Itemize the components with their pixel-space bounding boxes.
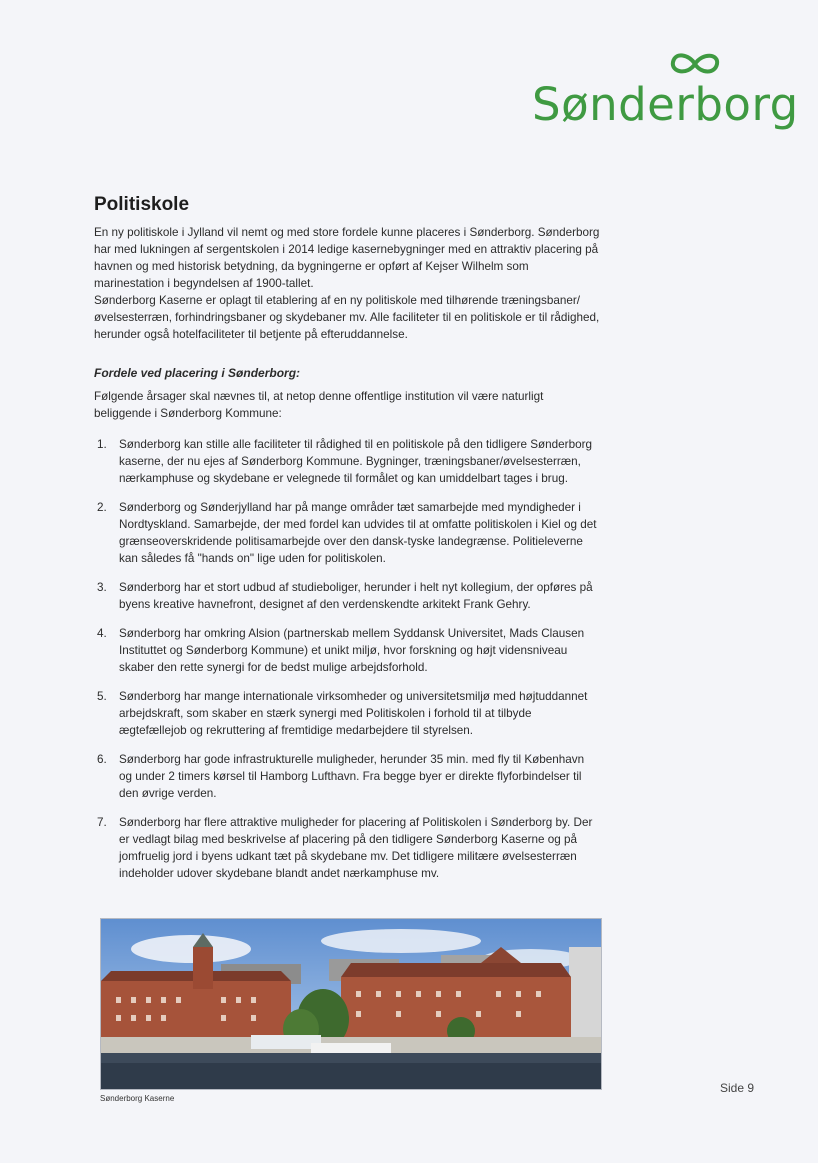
list-item bbox=[94, 499, 600, 567]
list-item-number: 4. bbox=[97, 627, 107, 640]
list-item-text: Sønderborg har flere attraktive muligheder for placering af Politiskolen i Sønderborg by. Der er vedlagt bilag med beskrivelse af placering på den tidligere Sønderborg Kaserne og på jomfruelig jord i byens udkant tæt på skydebane mv. Det tidligere militære øvelsesterræn indeholder udover skydebane blandt andet nærkamphuse mv. bbox=[119, 816, 593, 880]
reasons-list bbox=[94, 436, 600, 882]
brand-name: Sønderborg bbox=[532, 78, 799, 131]
list-item-text: Sønderborg har et stort udbud af studieboliger, herunder i helt nyt kollegium, der opføres på byens kreative havnefront, designet af den verdenskendte arkitekt Frank Gehry. bbox=[119, 581, 593, 611]
list-item bbox=[94, 625, 600, 676]
photo-caption: Sønderborg Kaserne bbox=[100, 1094, 175, 1103]
list-item-text: Sønderborg kan stille alle faciliteter til rådighed til en politiskole på den tidligere Sønderborg kaserne, der nu ejes af Sønderborg Kommune. Bygninger, træningsbaner/øvelsesterræn, nærkamphuse og skydebane er velegnede til formålet og kan umiddelbart tages i brug. bbox=[119, 438, 592, 485]
subintro-paragraph: Følgende årsager skal nævnes til, at netop denne offentlige institution vil være naturligt beliggende i Sønderborg Kommune: bbox=[94, 390, 544, 420]
list-item-text: Sønderborg har gode infrastrukturelle muligheder, herunder 35 min. med fly til København og under 2 timers kørsel til Hamborg Lufthavn. Fra begge byer er direkte flyforbindelser til den øvrige verden. bbox=[119, 753, 585, 800]
list-item-number: 6. bbox=[97, 753, 107, 766]
subheading: Fordele ved placering i Sønderborg: bbox=[94, 366, 301, 380]
page-number: Side 9 bbox=[720, 1081, 755, 1095]
intro-paragraph-2: Sønderborg Kaserne er oplagt til etablering af en ny politiskole med tilhørende træningsbaner/øvelsesterræn, forhindringsbaner og skydebaner mv. Alle faciliteter til en politiskole er til rådighed, herunder også hotelfaciliteter til betjente på efteruddannelse. bbox=[94, 294, 600, 341]
list-item bbox=[94, 688, 600, 739]
list-item-number: 1. bbox=[97, 438, 107, 451]
list-item bbox=[94, 751, 600, 802]
list-item-number: 7. bbox=[97, 816, 107, 829]
list-item bbox=[94, 814, 600, 882]
brand-logo bbox=[532, 46, 799, 146]
list-item bbox=[94, 436, 600, 487]
kaserne-photo bbox=[100, 918, 602, 1090]
list-item-number: 3. bbox=[97, 581, 107, 594]
list-item-text: Sønderborg har omkring Alsion (partnerskab mellem Syddansk Universitet, Mads Clausen Instituttet og Sønderborg Kommune) et unikt miljø, hvor forskning og højt vidensniveau skaber den rette synergi for de bedst mulige arbejdsforhold. bbox=[119, 627, 585, 674]
list-item-number: 5. bbox=[97, 690, 107, 703]
page-title: Politiskole bbox=[94, 194, 190, 215]
list-item-text: Sønderborg har mange internationale virksomheder og universitetsmiljø med højtuddannet arbejdskraft, som skaber en stærk synergi med Politiskolen i forhold til at tilbyde ægtefællejob og rekruttering af fremtidige medarbejdere til styrelsen. bbox=[119, 690, 588, 737]
list-item-text: Sønderborg og Sønderjylland har på mange områder tæt samarbejde med myndigheder i Nordtyskland. Samarbejde, der med fordel kan udvides til at omfatte politiskolen i Kiel og det grænseoverskridende politisamarbejde over den dansk-tyske landegrænse. Politieleverne kan således få "hands on" lige uden for politiskolen. bbox=[119, 501, 597, 565]
list-item bbox=[94, 579, 600, 613]
intro-paragraph-1: En ny politiskole i Jylland vil nemt og med store fordele kunne placeres i Sønderborg. Sønderborg har med lukningen af sergentskolen i 2014 ledige kasernebygninger med en attraktiv placering på havnen og med historisk betydning, da bygningerne er opført af Kejser Wilhelm som marinestation i begyndelsen af 1900-tallet. bbox=[94, 226, 600, 290]
infinity-logo-icon bbox=[665, 46, 725, 82]
list-item-number: 2. bbox=[97, 501, 107, 514]
main-content bbox=[94, 194, 600, 894]
